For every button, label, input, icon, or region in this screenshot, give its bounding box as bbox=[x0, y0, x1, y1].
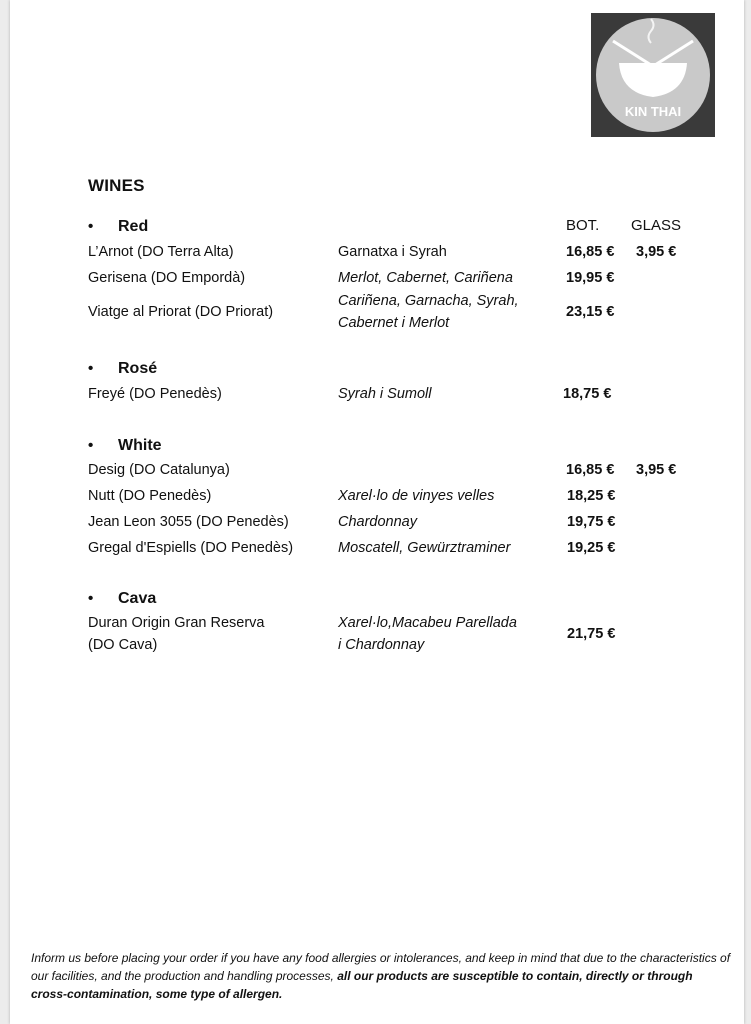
wine-grape: Merlot, Cabernet, Cariñena bbox=[338, 270, 513, 286]
bottle-price: 19,25 € bbox=[567, 540, 616, 556]
section-label: White bbox=[118, 437, 162, 454]
section-bullet: • bbox=[88, 218, 94, 235]
section-bullet: • bbox=[88, 590, 94, 607]
section-cava bbox=[88, 590, 156, 608]
page-title: WINES bbox=[88, 176, 145, 195]
section-red bbox=[88, 218, 148, 236]
kin-thai-logo bbox=[591, 13, 715, 137]
wine-name: L’Arnot (DO Terra Alta) bbox=[88, 244, 234, 260]
wine-name: Gregal d'Espiells (DO Penedès) bbox=[88, 540, 294, 556]
wine-grape-line1: Cariñena, Garnacha, Syrah, bbox=[338, 293, 519, 309]
logo-text: KIN THAI bbox=[624, 104, 682, 119]
bottle-price: 18,25 € bbox=[567, 488, 616, 504]
glass-price: 3,95 € bbox=[636, 244, 677, 260]
allergen-notice-bold: all our products are susceptible to contain, directly or through cross-contamination, some type of allergen. bbox=[31, 969, 693, 1001]
wine-grape: Garnatxa i Syrah bbox=[338, 244, 447, 260]
menu-page bbox=[10, 0, 744, 1024]
wine-name: Nutt (DO Penedès) bbox=[88, 488, 212, 504]
section-white bbox=[88, 437, 162, 455]
bowl-icon bbox=[591, 13, 715, 137]
section-bullet: • bbox=[88, 360, 94, 377]
bottle-price: 19,95 € bbox=[566, 270, 615, 286]
wine-grape: Moscatell, Gewürztraminer bbox=[338, 540, 511, 556]
section-rose bbox=[88, 360, 157, 378]
wine-grape-line2: Cabernet i Merlot bbox=[338, 315, 450, 331]
bottle-price: 19,75 € bbox=[567, 514, 616, 530]
allergen-notice-text: Inform us before placing your order if you have any food allergies or intolerances, and keep in mind that due to the characteristics of our facilities, and the production and handling processes, bbox=[31, 951, 731, 983]
glass-price: 3,95 € bbox=[636, 462, 677, 478]
wine-grape-line1: Xarel·lo,Macabeu Parellada bbox=[338, 615, 517, 631]
wine-grape: Syrah i Sumoll bbox=[338, 386, 432, 402]
allergen-notice bbox=[31, 949, 731, 1003]
section-label: Red bbox=[118, 218, 149, 235]
bottle-price: 23,15 € bbox=[566, 304, 615, 320]
wine-name-line2: (DO Cava) bbox=[88, 637, 158, 653]
wine-name-line1: Duran Origin Gran Reserva bbox=[88, 615, 265, 631]
section-label: Rosé bbox=[118, 360, 158, 377]
wine-name: Jean Leon 3055 (DO Penedès) bbox=[88, 514, 289, 530]
wine-name: Freyé (DO Penedès) bbox=[88, 386, 222, 402]
wine-name: Gerisena (DO Empordà) bbox=[88, 270, 246, 286]
bottle-price: 16,85 € bbox=[566, 244, 615, 260]
wine-grape-line2: i Chardonnay bbox=[338, 637, 425, 653]
bottle-column-header: BOT. bbox=[566, 217, 600, 234]
section-bullet: • bbox=[88, 437, 94, 454]
glass-column-header: GLASS bbox=[631, 217, 682, 234]
wine-name: Desig (DO Catalunya) bbox=[88, 462, 230, 478]
section-label: Cava bbox=[118, 590, 157, 607]
bottle-price: 18,75 € bbox=[563, 386, 612, 402]
wine-grape: Chardonnay bbox=[338, 514, 417, 530]
wine-name: Viatge al Priorat (DO Priorat) bbox=[88, 304, 274, 320]
bottle-price: 21,75 € bbox=[567, 626, 616, 642]
bottle-price: 16,85 € bbox=[566, 462, 615, 478]
wine-grape: Xarel·lo de vinyes velles bbox=[338, 488, 495, 504]
